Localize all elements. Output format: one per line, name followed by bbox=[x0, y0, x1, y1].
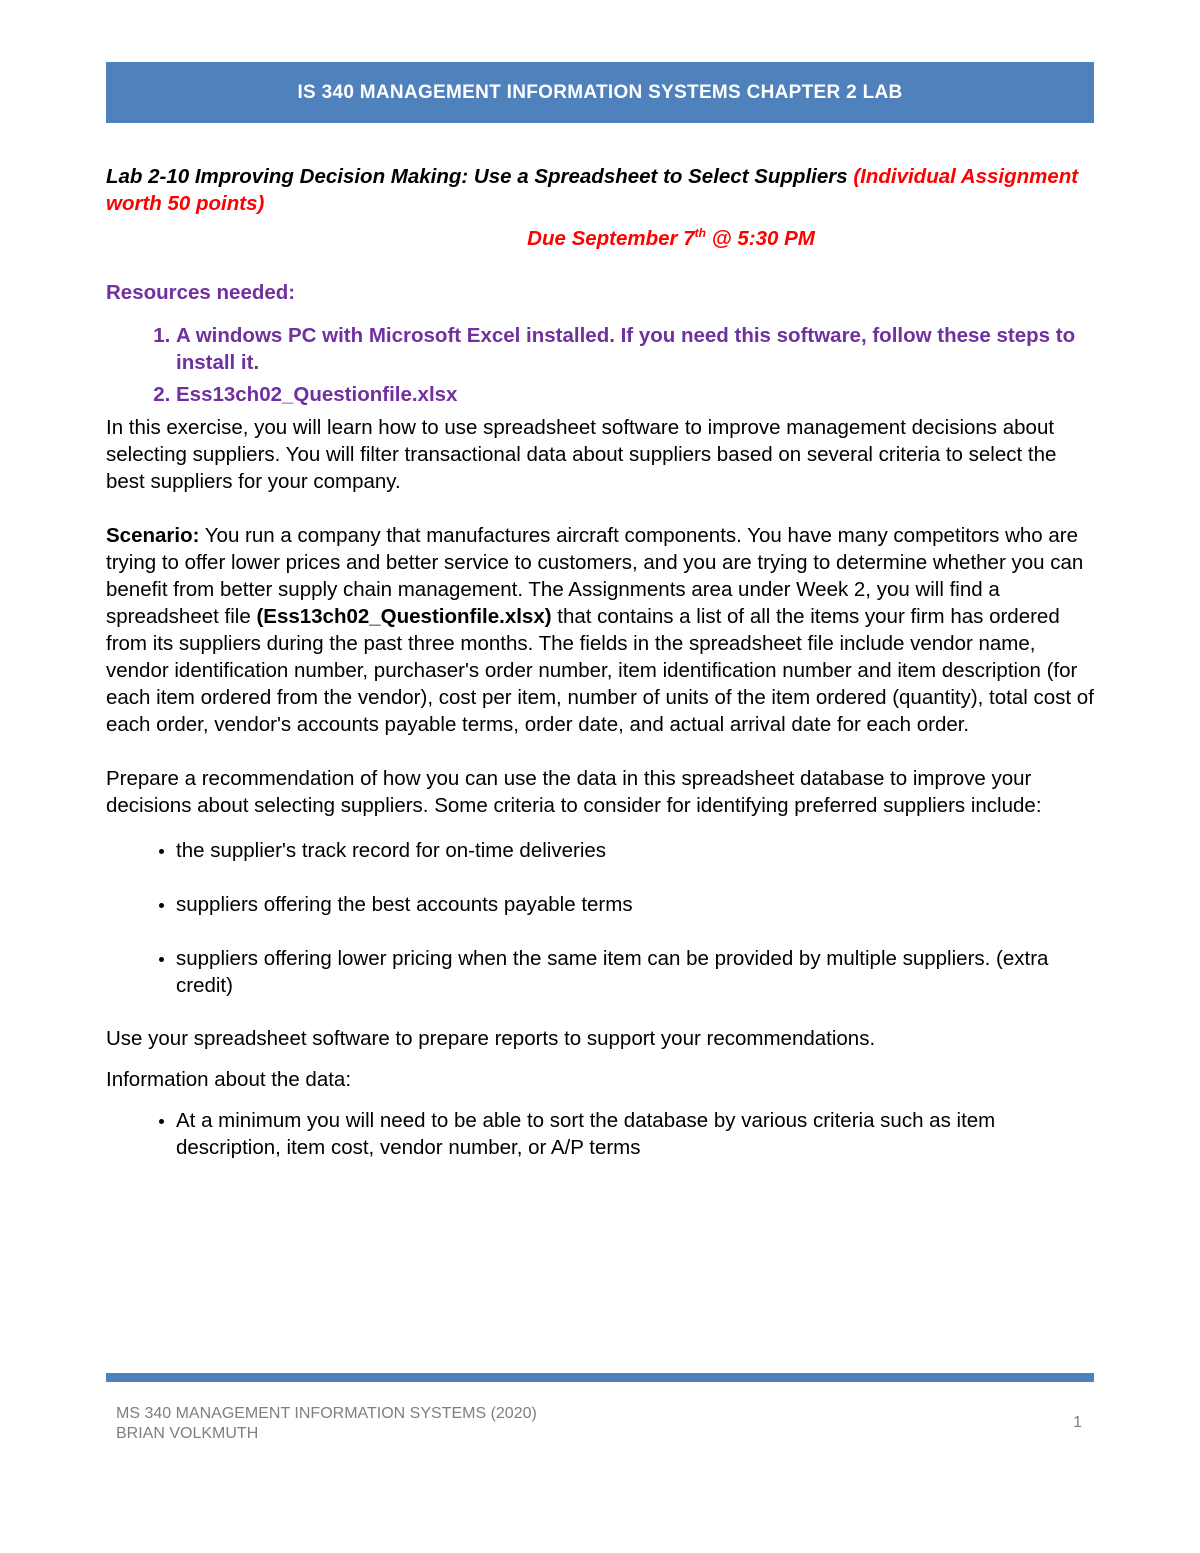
footer-rule bbox=[106, 1373, 1094, 1382]
criteria-item: • suppliers offering the best accounts payable terms bbox=[176, 891, 1096, 918]
page-number: 1 bbox=[1073, 1414, 1082, 1431]
criteria-item: • the supplier's track record for on-time deliveries bbox=[176, 837, 1096, 864]
data-info-list bbox=[106, 1107, 1096, 1161]
scenario-label: Scenario: bbox=[106, 524, 200, 547]
scenario-paragraph bbox=[106, 522, 1096, 738]
scenario-text-2: that contains a list of all the items your firm has ordered from its suppliers during the past three months. The fields in the spreadsheet file include vendor name, vendor identification number, purchaser's order number, item identification number and item description (for each item ordered from the vendor), cost per item, number of units of the item ordered (quantity), total cost of each order, vendor's accounts payable terms, order date, and actual arrival date for each order. bbox=[106, 605, 1094, 736]
due-date bbox=[106, 225, 1096, 252]
resources-list bbox=[106, 322, 1096, 408]
use-reports-paragraph: Use your spreadsheet software to prepare reports to support your recommendations. bbox=[106, 1027, 876, 1050]
footer-author: BRIAN VOLKMUTH bbox=[116, 1425, 259, 1442]
lab-heading bbox=[106, 163, 1096, 217]
due-suffix: @ 5:30 PM bbox=[705, 227, 815, 250]
criteria-list bbox=[106, 837, 1096, 999]
due-superscript: th bbox=[694, 226, 706, 241]
data-info-item: • At a minimum you will need to be able to sort the database by various criteria such as item description, item cost, vendor number, or A/P terms bbox=[176, 1107, 1096, 1161]
intro-paragraph: In this exercise, you will learn how to use spreadsheet software to improve management decisions about selecting suppliers. You will filter transactional data about suppliers based on several criteria to select the best suppliers for your company. bbox=[106, 416, 1057, 493]
resources-heading: Resources needed: bbox=[106, 281, 296, 304]
header-title: IS 340 MANAGEMENT INFORMATION SYSTEMS CHAPTER 2 LAB bbox=[297, 81, 903, 103]
footer-course: MS 340 MANAGEMENT INFORMATION SYSTEMS (2020) bbox=[116, 1405, 537, 1422]
data-info-heading: Information about the data: bbox=[106, 1068, 352, 1091]
assignment-note: (Individual Assignment worth 50 points) bbox=[106, 165, 1079, 215]
scenario-file: (Ess13ch02_Questionfile.xlsx) bbox=[256, 605, 552, 628]
criteria-item: • suppliers offering lower pricing when the same item can be provided by multiple suppliers. (extra credit) bbox=[176, 945, 1096, 999]
page-header-band bbox=[106, 62, 1094, 123]
resource-item: 2. Ess13ch02_Questionfile.xlsx bbox=[176, 381, 1096, 408]
recommendation-paragraph: Prepare a recommendation of how you can use the data in this spreadsheet database to improve your decisions about selecting suppliers. Some criteria to consider for identifying preferred suppliers include: bbox=[106, 767, 1042, 817]
lab-title: Lab 2-10 Improving Decision Making: Use a Spreadsheet to Select Suppliers bbox=[106, 165, 848, 188]
scenario-text-1: You run a company that manufactures aircraft components. You have many competitors who are trying to offer lower prices and better service to customers, and you are trying to determine whether you can benefit from better supply chain management. The Assignments area under Week 2, you will find a spreadsheet file bbox=[106, 524, 1084, 628]
due-prefix: Due September 7 bbox=[527, 227, 695, 250]
document-body bbox=[106, 163, 1096, 1188]
resource-item: 1. A windows PC with Microsoft Excel installed. If you need this software, follow these steps to install it. bbox=[176, 322, 1096, 376]
footer-info bbox=[116, 1404, 537, 1444]
